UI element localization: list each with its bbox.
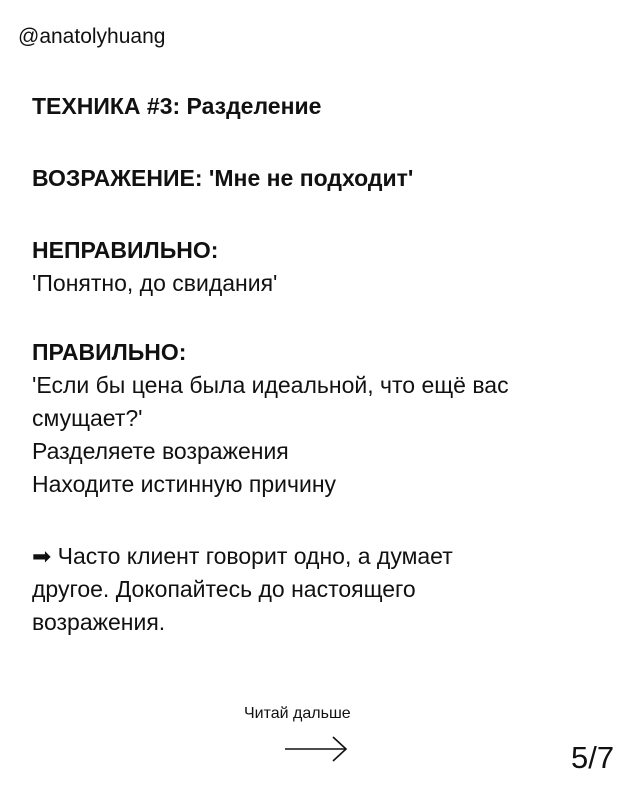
author-handle: @anatolyhuang — [18, 25, 166, 48]
right-text-line: 'Если бы цена была идеальной, что ещё вас — [32, 372, 509, 398]
technique-title: ТЕХНИКА #3: Разделение — [32, 93, 322, 119]
spacer — [32, 123, 612, 162]
tip-text-line: возражения. — [32, 609, 166, 635]
read-more-label: Читай дальше — [244, 705, 351, 722]
wrong-text: 'Понятно, до свидания' — [32, 270, 278, 296]
slide-content — [32, 90, 612, 639]
spacer — [32, 501, 612, 540]
arrow-emoji-icon: ➡ — [32, 543, 52, 569]
arrow-right-icon[interactable] — [283, 733, 349, 763]
tip-line — [32, 540, 612, 573]
right-text-line: смущает?' — [32, 405, 143, 431]
tip-text: Часто клиент говорит одно, а думает — [57, 543, 453, 569]
objection-heading: ВОЗРАЖЕНИЕ: 'Мне не подходит' — [32, 165, 414, 191]
spacer — [32, 300, 612, 336]
spacer — [32, 195, 612, 234]
right-text-line: Находите истинную причину — [32, 471, 337, 497]
tip-text-line: другое. Докопайтесь до настоящего — [32, 576, 416, 602]
page-counter: 5/7 — [571, 740, 615, 775]
right-label: ПРАВИЛЬНО: — [32, 339, 187, 365]
right-text-line: Разделяете возражения — [32, 438, 289, 464]
wrong-label: НЕПРАВИЛЬНО: — [32, 237, 219, 263]
